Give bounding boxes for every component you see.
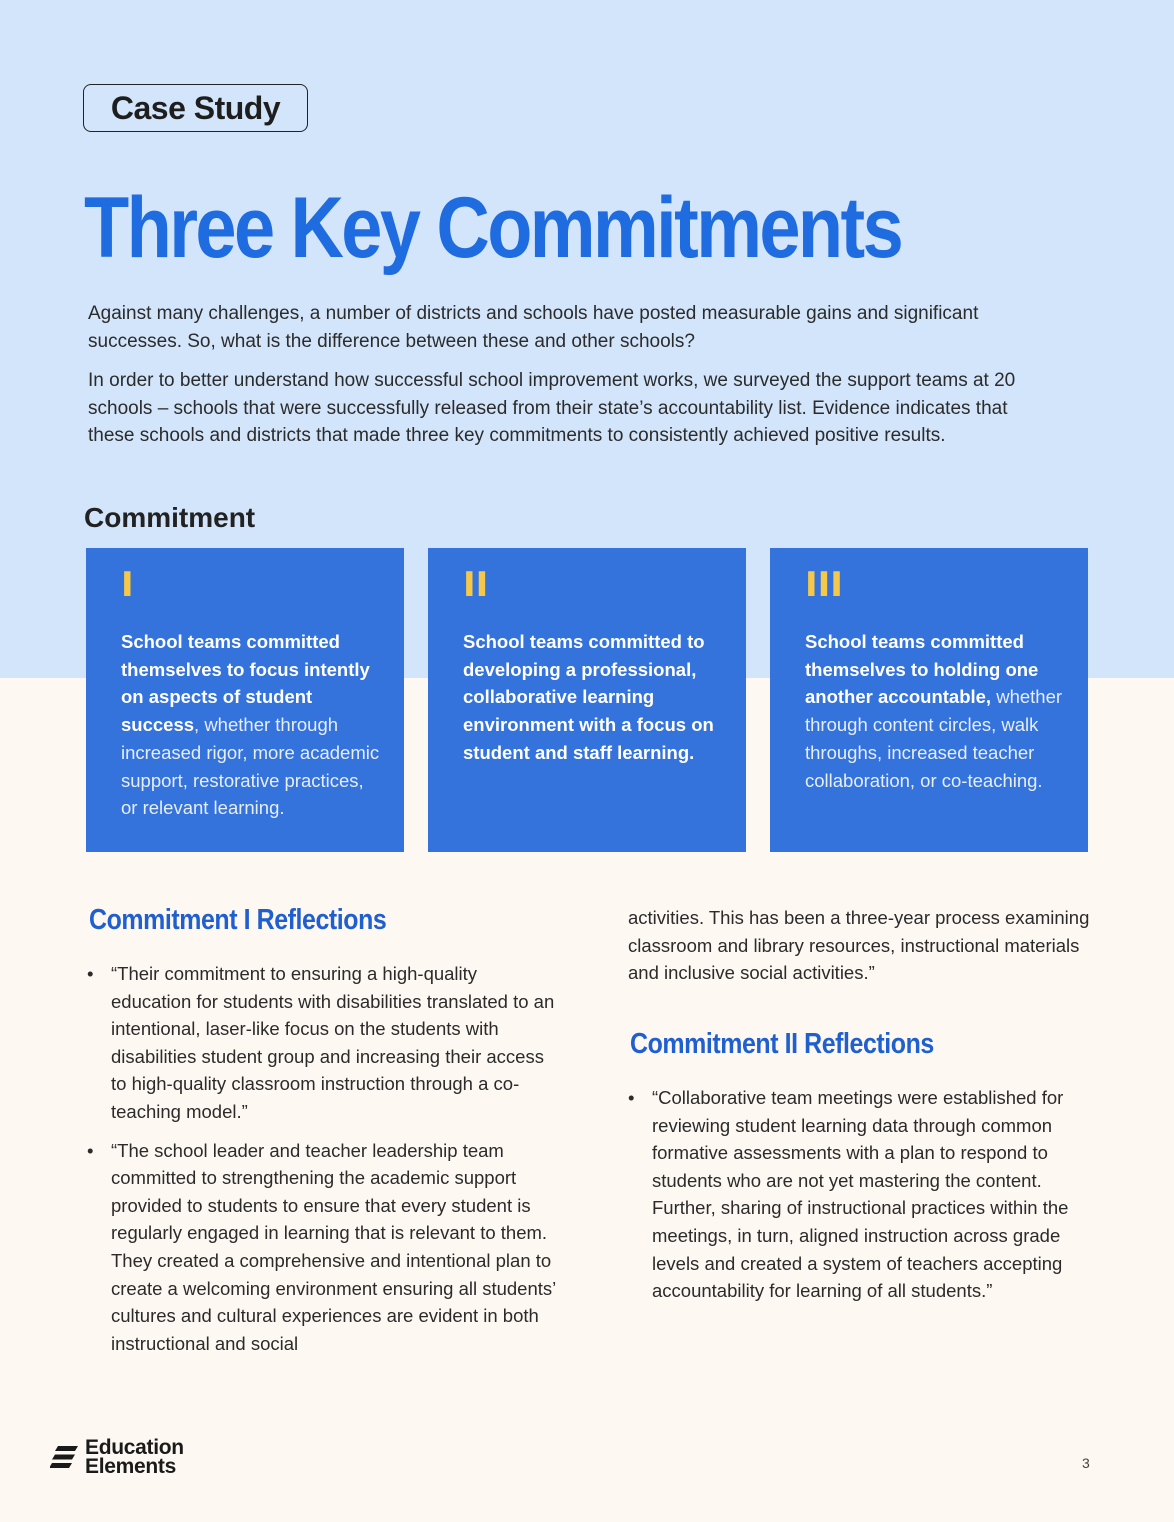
card-numeral: II [463,565,489,605]
intro-text [88,300,1048,462]
card-normal-text: , whether through increased rigor, more academic support, restorative practices, or relevant learning. [121,714,380,819]
card-numeral: III [805,565,843,605]
logo-line-1: Education [85,1436,184,1459]
commitment-card-3 [770,548,1088,852]
list-item: • “The school leader and teacher leadership team committed to strengthening the academic support provided to students to ensure that every student is regularly engaged in learning that is relevant to them. They created a comprehensive and intentional plan to create a welcoming environment ensuring all students’ cultures and cultural experiences are evident in both instructional and social [87,1137,557,1358]
commitment-heading: Commitment [84,502,256,533]
card-bold-text: School teams committed themselves to focus intently on aspects of student success [121,631,370,736]
logo-text [85,1438,184,1476]
logo-mark-icon [50,1442,80,1472]
case-study-tag: Case Study [83,84,308,132]
page-number: 3 [1082,1455,1090,1471]
reflections-1-continued: activities. This has been a three-year process examining classroom and library resources, instructional materials and inclusive social activities.” [628,907,1090,984]
list-item: • “Their commitment to ensuring a high-quality education for students with disabilities translated to an intentional, laser-like focus on the students with disabilities student group and increasing their access to high-quality classroom instruction through a co-teaching model.” [87,960,557,1126]
reflections-2-list [628,1084,1094,1316]
card-bold-text: School teams committed to developing a professional, collaborative learning environment with a focus on student and staff learning. [463,631,714,763]
page-title: Three Key Commitments [84,180,902,276]
card-bold-text: School teams committed themselves to holding one another accountable, [805,631,1039,708]
reflections-1-heading: Commitment I Reflections [89,904,387,936]
logo-line-2: Elements [85,1455,176,1478]
intro-paragraph-1: Against many challenges, a number of districts and schools have posted measurable gains and significant successes. So, what is the difference between these and other schools? [88,303,979,352]
education-elements-logo [50,1438,184,1476]
list-item: • “Collaborative team meetings were established for reviewing student learning data through common formative assessments with a plan to respond to students who are not yet mastering the content. Further, sharing of instructional practices within the meetings, in turn, aligned instruction across grade levels and created a system of teachers accepting accountability for learning of all students.” [628,1084,1094,1305]
intro-paragraph-2: In order to better understand how successful school improvement works, we surveyed the support teams at 20 schools – schools that were successfully released from their state’s accountability list. Evidence indicates that these schools and districts that made three key commitments to consistently achieved positive results. [88,370,1016,446]
card-numeral: I [121,565,134,605]
commitment-card-2 [428,548,746,852]
card-text [463,628,726,767]
card-text [805,628,1068,794]
reflections-2-heading: Commitment II Reflections [630,1028,934,1060]
card-normal-text: whether through content circles, walk throughs, increased teacher collaboration, or co-teaching. [805,686,1063,791]
reflections-1-list [87,960,557,1368]
commitment-card-1 [86,548,404,852]
card-text [121,628,384,822]
